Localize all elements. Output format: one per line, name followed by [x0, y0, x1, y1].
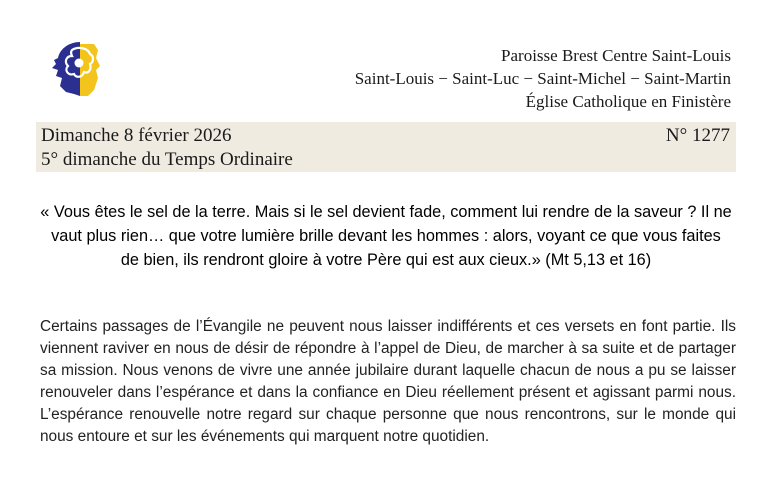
issue-date: Dimanche 8 février 2026 — [41, 125, 232, 146]
parish-name: Paroisse Brest Centre Saint-Louis — [501, 46, 731, 65]
issue-band — [36, 122, 736, 172]
diocese-name: Église Catholique en Finistère — [525, 92, 731, 111]
gospel-quote: « Vous êtes le sel de la terre. Mais si le sel devient fade, comment lui rendre de la saveur ? Il ne vaut plus rien… que votre lumière brille devant les hommes : alors, voyant ce que vous faites de bien, ils rendront gloire à votre Père qui est aux cieux.» (Mt 5,13 et 16) — [40, 203, 732, 269]
issue-number: N° 1277 — [665, 125, 730, 146]
parish-header — [355, 44, 731, 113]
parish-churches: Saint-Louis − Saint-Luc − Saint-Michel − Saint-Martin — [354, 69, 731, 88]
body-paragraph: Certains passages de l’Évangile ne peuvent nous laisser indifférents et ces versets en font partie. Ils viennent raviver en nous de désir de répondre à l’appel de Dieu, de marcher à sa suite et de partager sa mission. Nous venons de vivre une année jubilaire durant laquelle chacun de nous a pu se laisser renouveler dans l’espérance et dans la confiance en Dieu réellement présent et agissant parmi nous. L’espérance renouvelle notre regard sur chaque personne que nous rencontrons, sur le monde qui nous entoure et sur les événements qui marquent notre quotidien. — [40, 318, 736, 445]
liturgical-sunday: 5° dimanche du Temps Ordinaire — [41, 149, 293, 170]
parish-logo-icon — [50, 40, 112, 98]
